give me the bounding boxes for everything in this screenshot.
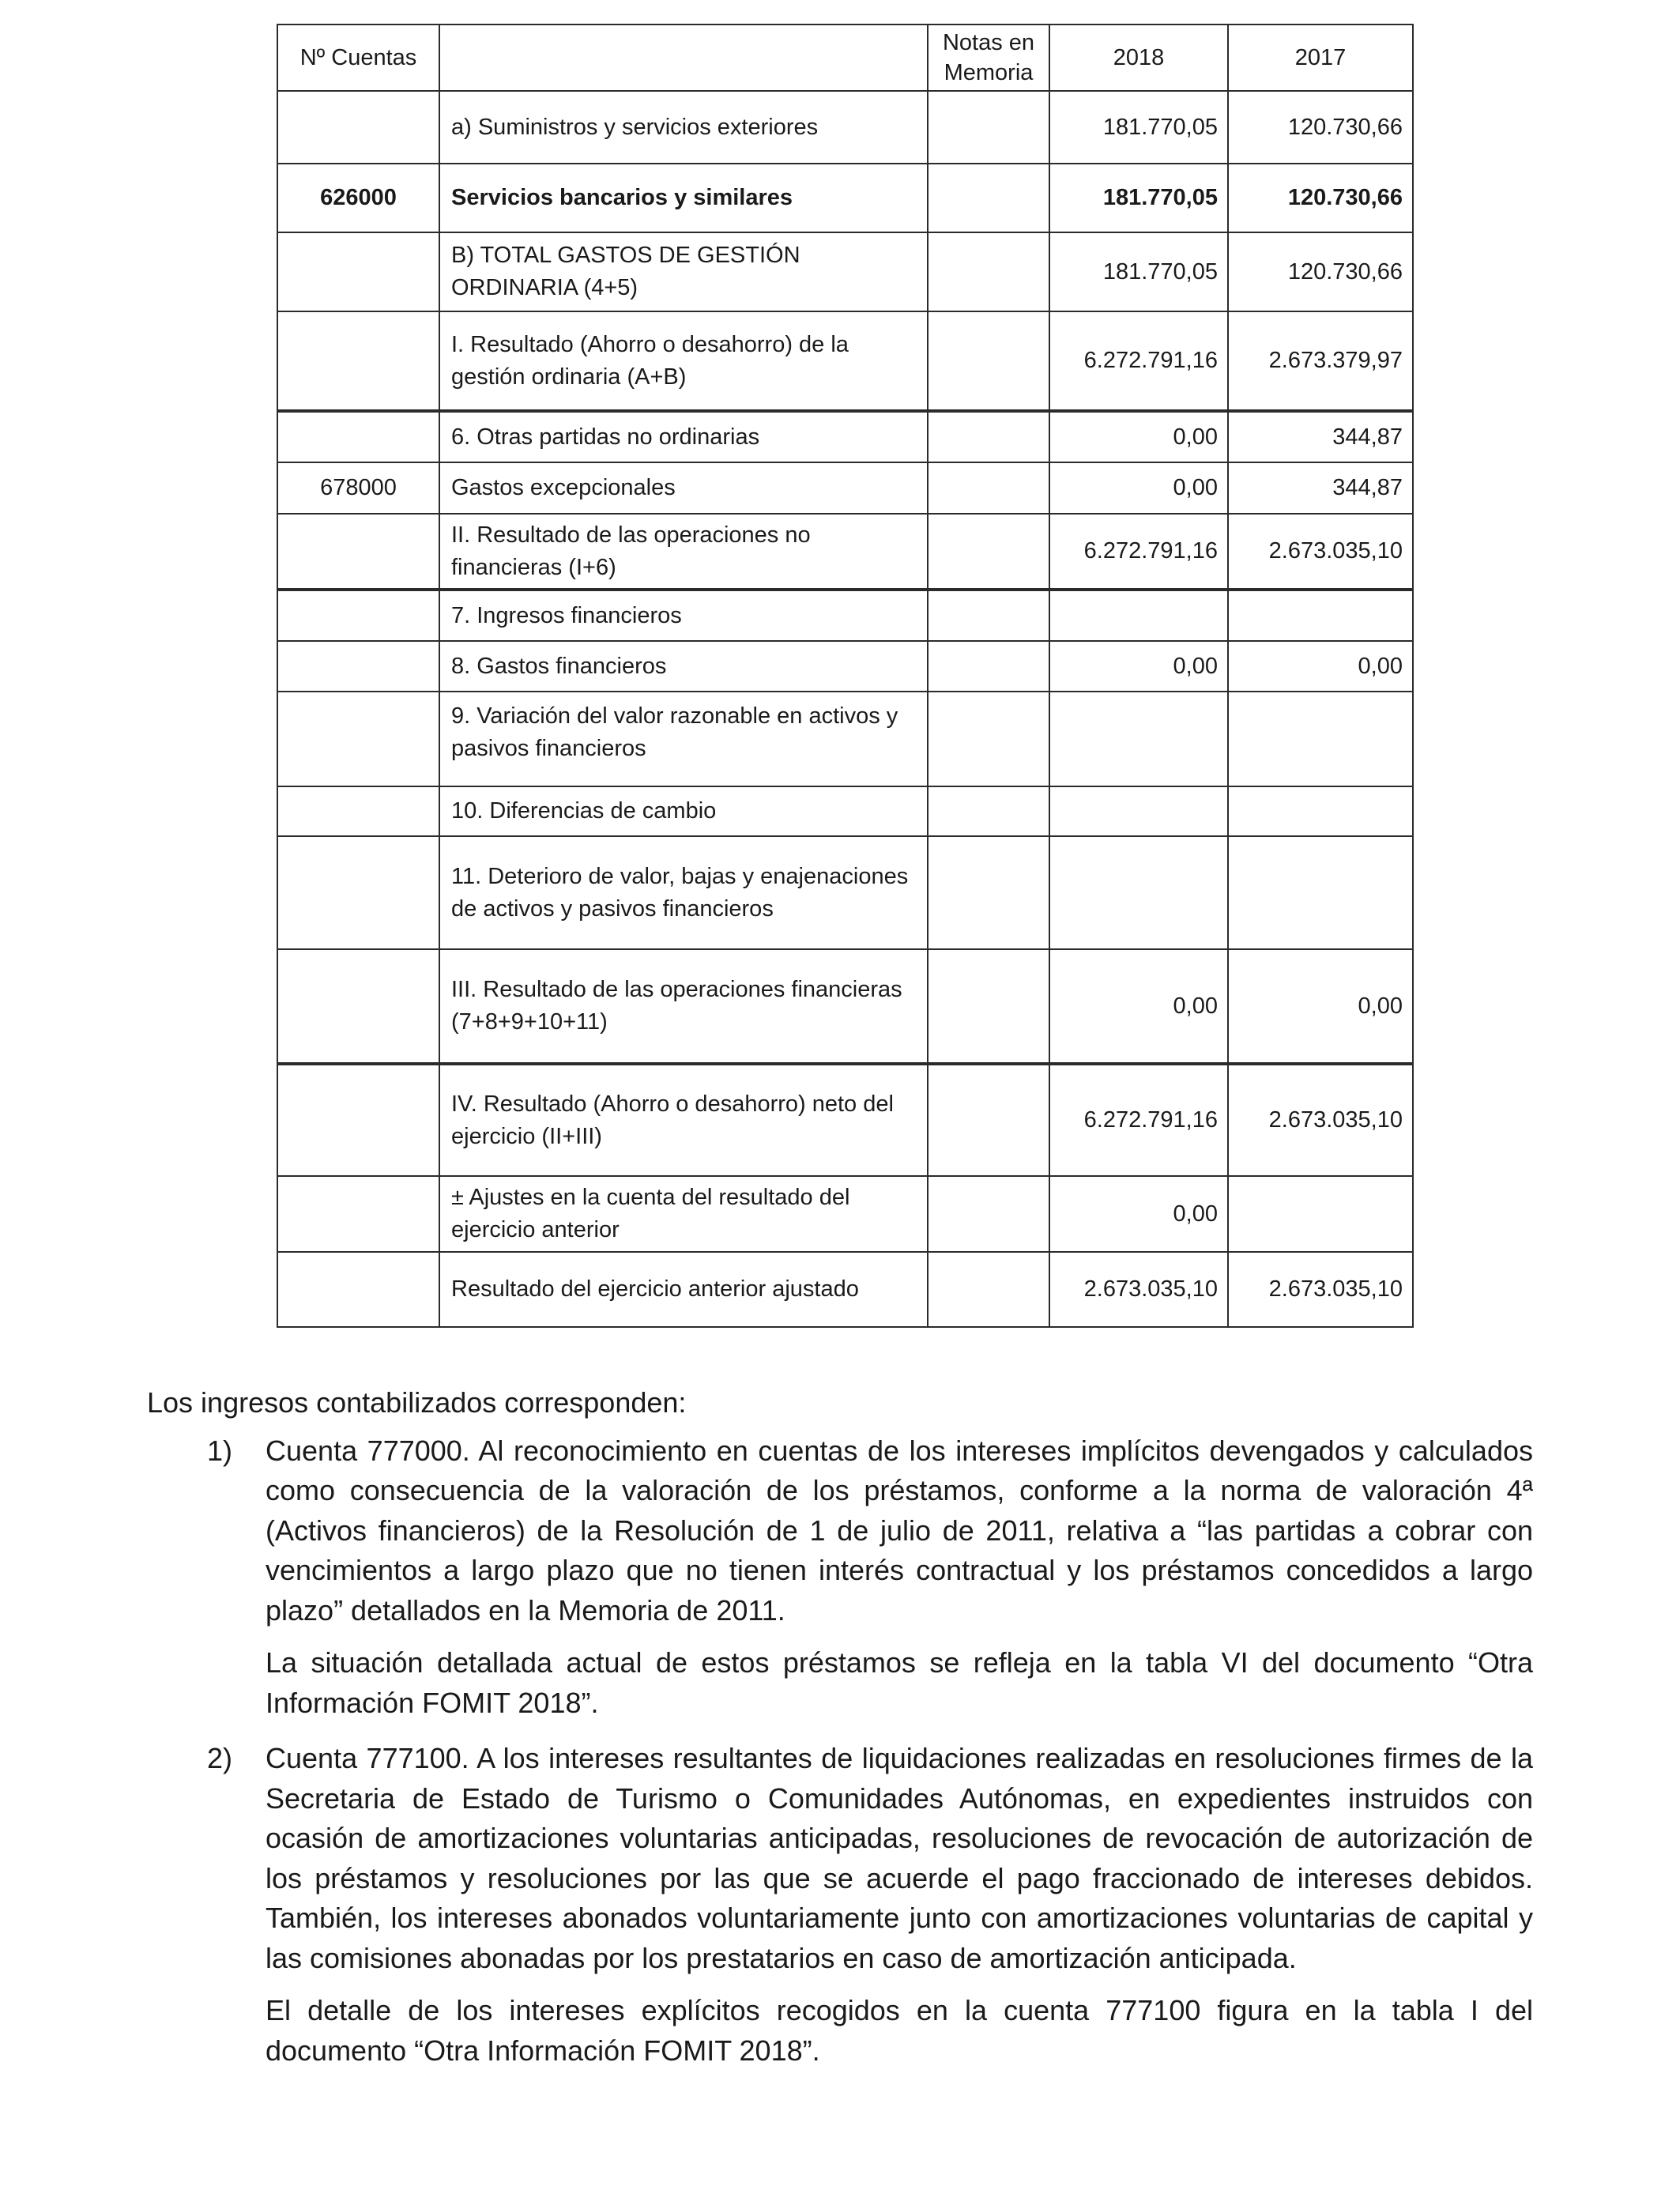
account-cell [277, 1176, 439, 1252]
notes-cell [928, 462, 1049, 514]
concept-cell: ± Ajustes en la cuenta del resultado del ejercicio anterior [439, 1176, 928, 1252]
value-2017-cell [1228, 1176, 1413, 1252]
concept-cell: II. Resultado de las operaciones no financieras (I+6) [439, 514, 928, 590]
table-header-row [277, 25, 1413, 91]
list-item-number: 2) [207, 1742, 233, 1774]
notes-cell [928, 641, 1049, 692]
table-row [277, 836, 1413, 949]
intro-paragraph: Los ingresos contabilizados corresponden: [147, 1386, 687, 1419]
notes-cell [928, 949, 1049, 1064]
value-2018-cell: 2.673.035,10 [1049, 1252, 1228, 1327]
table-row [277, 91, 1413, 164]
account-cell [277, 590, 439, 641]
value-2017-cell: 120.730,66 [1228, 91, 1413, 164]
financial-results-table [277, 24, 1414, 1328]
table-row [277, 311, 1413, 411]
value-2018-cell [1049, 836, 1228, 949]
notes-cell [928, 1176, 1049, 1252]
concept-cell: B) TOTAL GASTOS DE GESTIÓN ORDINARIA (4+5) [439, 232, 928, 311]
table-row [277, 1252, 1413, 1327]
concept-cell: 9. Variación del valor razonable en activos y pasivos financieros [439, 692, 928, 786]
concept-cell: IV. Resultado (Ahorro o desahorro) neto del ejercicio (II+III) [439, 1064, 928, 1176]
value-2017-cell: 2.673.379,97 [1228, 311, 1413, 411]
value-2017-cell [1228, 692, 1413, 786]
value-2018-cell: 6.272.791,16 [1049, 311, 1228, 411]
value-2017-cell [1228, 786, 1413, 836]
account-cell [277, 514, 439, 590]
account-cell [277, 311, 439, 411]
value-2018-cell [1049, 590, 1228, 641]
table-row [277, 590, 1413, 641]
list-item-followup: El detalle de los intereses explícitos recogidos en la cuenta 777100 figura en la tabla I del documento “Otra Información FOMIT 2018”. [266, 1994, 1533, 2067]
notes-cell [928, 786, 1049, 836]
list-item [147, 1739, 1533, 2071]
value-2018-cell: 181.770,05 [1049, 164, 1228, 232]
concept-cell: III. Resultado de las operaciones financieras (7+8+9+10+11) [439, 949, 928, 1064]
notes-cell [928, 232, 1049, 311]
notes-cell [928, 514, 1049, 590]
value-2018-cell: 181.770,05 [1049, 91, 1228, 164]
value-2017-cell: 344,87 [1228, 411, 1413, 462]
value-2018-cell [1049, 692, 1228, 786]
value-2018-cell: 6.272.791,16 [1049, 1064, 1228, 1176]
list-item [147, 1431, 1533, 1724]
table-row [277, 949, 1413, 1064]
list-item-paragraph: Cuenta 777000. Al reconocimiento en cuentas de los intereses implícitos devengados y calculados como consecuencia de la valoración de los préstamos, conforme a la norma de valoración 4ª (Activos financieros) de la Resolución de 1 de julio de 2011, relativa a “las partidas a cobrar con vencimientos a largo plazo que no tienen interés contractual y los préstamos concedidos a largo plazo” detallados en la Memoria de 2011. [266, 1434, 1533, 1627]
value-2018-cell [1049, 786, 1228, 836]
account-cell: 678000 [277, 462, 439, 514]
explanatory-text [147, 1383, 1533, 2071]
value-2018-cell: 181.770,05 [1049, 232, 1228, 311]
table-row [277, 1176, 1413, 1252]
account-cell [277, 1064, 439, 1176]
list-item-paragraph: Cuenta 777100. A los intereses resultantes de liquidaciones realizadas en resoluciones firmes de la Secretaria de Estado de Turismo o Comunidades Autónomas, en expedientes instruidos con ocasión de amortizaciones voluntarias anticipadas, resoluciones de revocación de autorización de los préstamos y resoluciones por las que se acuerde el pago fraccionado de intereses debidos. También, los intereses abonados voluntariamente junto con amortizaciones voluntarias de capital y las comisiones abonadas por los prestatarios en caso de amortización anticipada. [266, 1742, 1533, 1974]
table-row [277, 692, 1413, 786]
account-cell: 626000 [277, 164, 439, 232]
concept-cell: Gastos excepcionales [439, 462, 928, 514]
account-cell [277, 949, 439, 1064]
table-row [277, 411, 1413, 462]
value-2017-cell [1228, 590, 1413, 641]
table-row [277, 786, 1413, 836]
value-2017-cell [1228, 836, 1413, 949]
notes-cell [928, 91, 1049, 164]
concept-cell: I. Resultado (Ahorro o desahorro) de la gestión ordinaria (A+B) [439, 311, 928, 411]
account-cell [277, 91, 439, 164]
table-row [277, 514, 1413, 590]
value-2017-cell: 2.673.035,10 [1228, 1252, 1413, 1327]
account-cell [277, 1252, 439, 1327]
header-year-2017: 2017 [1228, 25, 1413, 91]
notes-cell [928, 311, 1049, 411]
notes-cell [928, 590, 1049, 641]
list-item-followup: La situación detallada actual de estos préstamos se refleja en la tabla VI del documento “Otra Información FOMIT 2018”. [266, 1646, 1533, 1719]
concept-cell: 7. Ingresos financieros [439, 590, 928, 641]
table-row [277, 462, 1413, 514]
table-row [277, 1064, 1413, 1176]
value-2017-cell: 120.730,66 [1228, 164, 1413, 232]
table-row [277, 164, 1413, 232]
notes-cell [928, 1064, 1049, 1176]
notes-cell [928, 1252, 1049, 1327]
concept-cell: Resultado del ejercicio anterior ajustado [439, 1252, 928, 1327]
concept-cell: 10. Diferencias de cambio [439, 786, 928, 836]
header-account: Nº Cuentas [277, 25, 439, 91]
value-2017-cell: 0,00 [1228, 641, 1413, 692]
value-2017-cell: 120.730,66 [1228, 232, 1413, 311]
list-item-number: 1) [207, 1434, 233, 1467]
header-year-2018: 2018 [1049, 25, 1228, 91]
value-2017-cell: 0,00 [1228, 949, 1413, 1064]
value-2018-cell: 0,00 [1049, 641, 1228, 692]
value-2018-cell: 0,00 [1049, 1176, 1228, 1252]
table-row [277, 641, 1413, 692]
value-2018-cell: 0,00 [1049, 462, 1228, 514]
account-cell [277, 641, 439, 692]
concept-cell: 8. Gastos financieros [439, 641, 928, 692]
concept-cell: a) Suministros y servicios exteriores [439, 91, 928, 164]
value-2018-cell: 0,00 [1049, 411, 1228, 462]
notes-cell [928, 692, 1049, 786]
value-2018-cell: 0,00 [1049, 949, 1228, 1064]
concept-cell: 11. Deterioro de valor, bajas y enajenaciones de activos y pasivos financieros [439, 836, 928, 949]
value-2018-cell: 6.272.791,16 [1049, 514, 1228, 590]
value-2017-cell: 2.673.035,10 [1228, 1064, 1413, 1176]
notes-cell [928, 411, 1049, 462]
concept-cell: 6. Otras partidas no ordinarias [439, 411, 928, 462]
table-row [277, 232, 1413, 311]
notes-cell [928, 836, 1049, 949]
notes-cell [928, 164, 1049, 232]
value-2017-cell: 344,87 [1228, 462, 1413, 514]
header-concept [439, 25, 928, 91]
value-2017-cell: 2.673.035,10 [1228, 514, 1413, 590]
account-cell [277, 232, 439, 311]
account-cell [277, 692, 439, 786]
header-notes: Notas en Memoria [928, 25, 1049, 91]
account-cell [277, 786, 439, 836]
account-cell [277, 411, 439, 462]
concept-cell: Servicios bancarios y similares [439, 164, 928, 232]
account-cell [277, 836, 439, 949]
